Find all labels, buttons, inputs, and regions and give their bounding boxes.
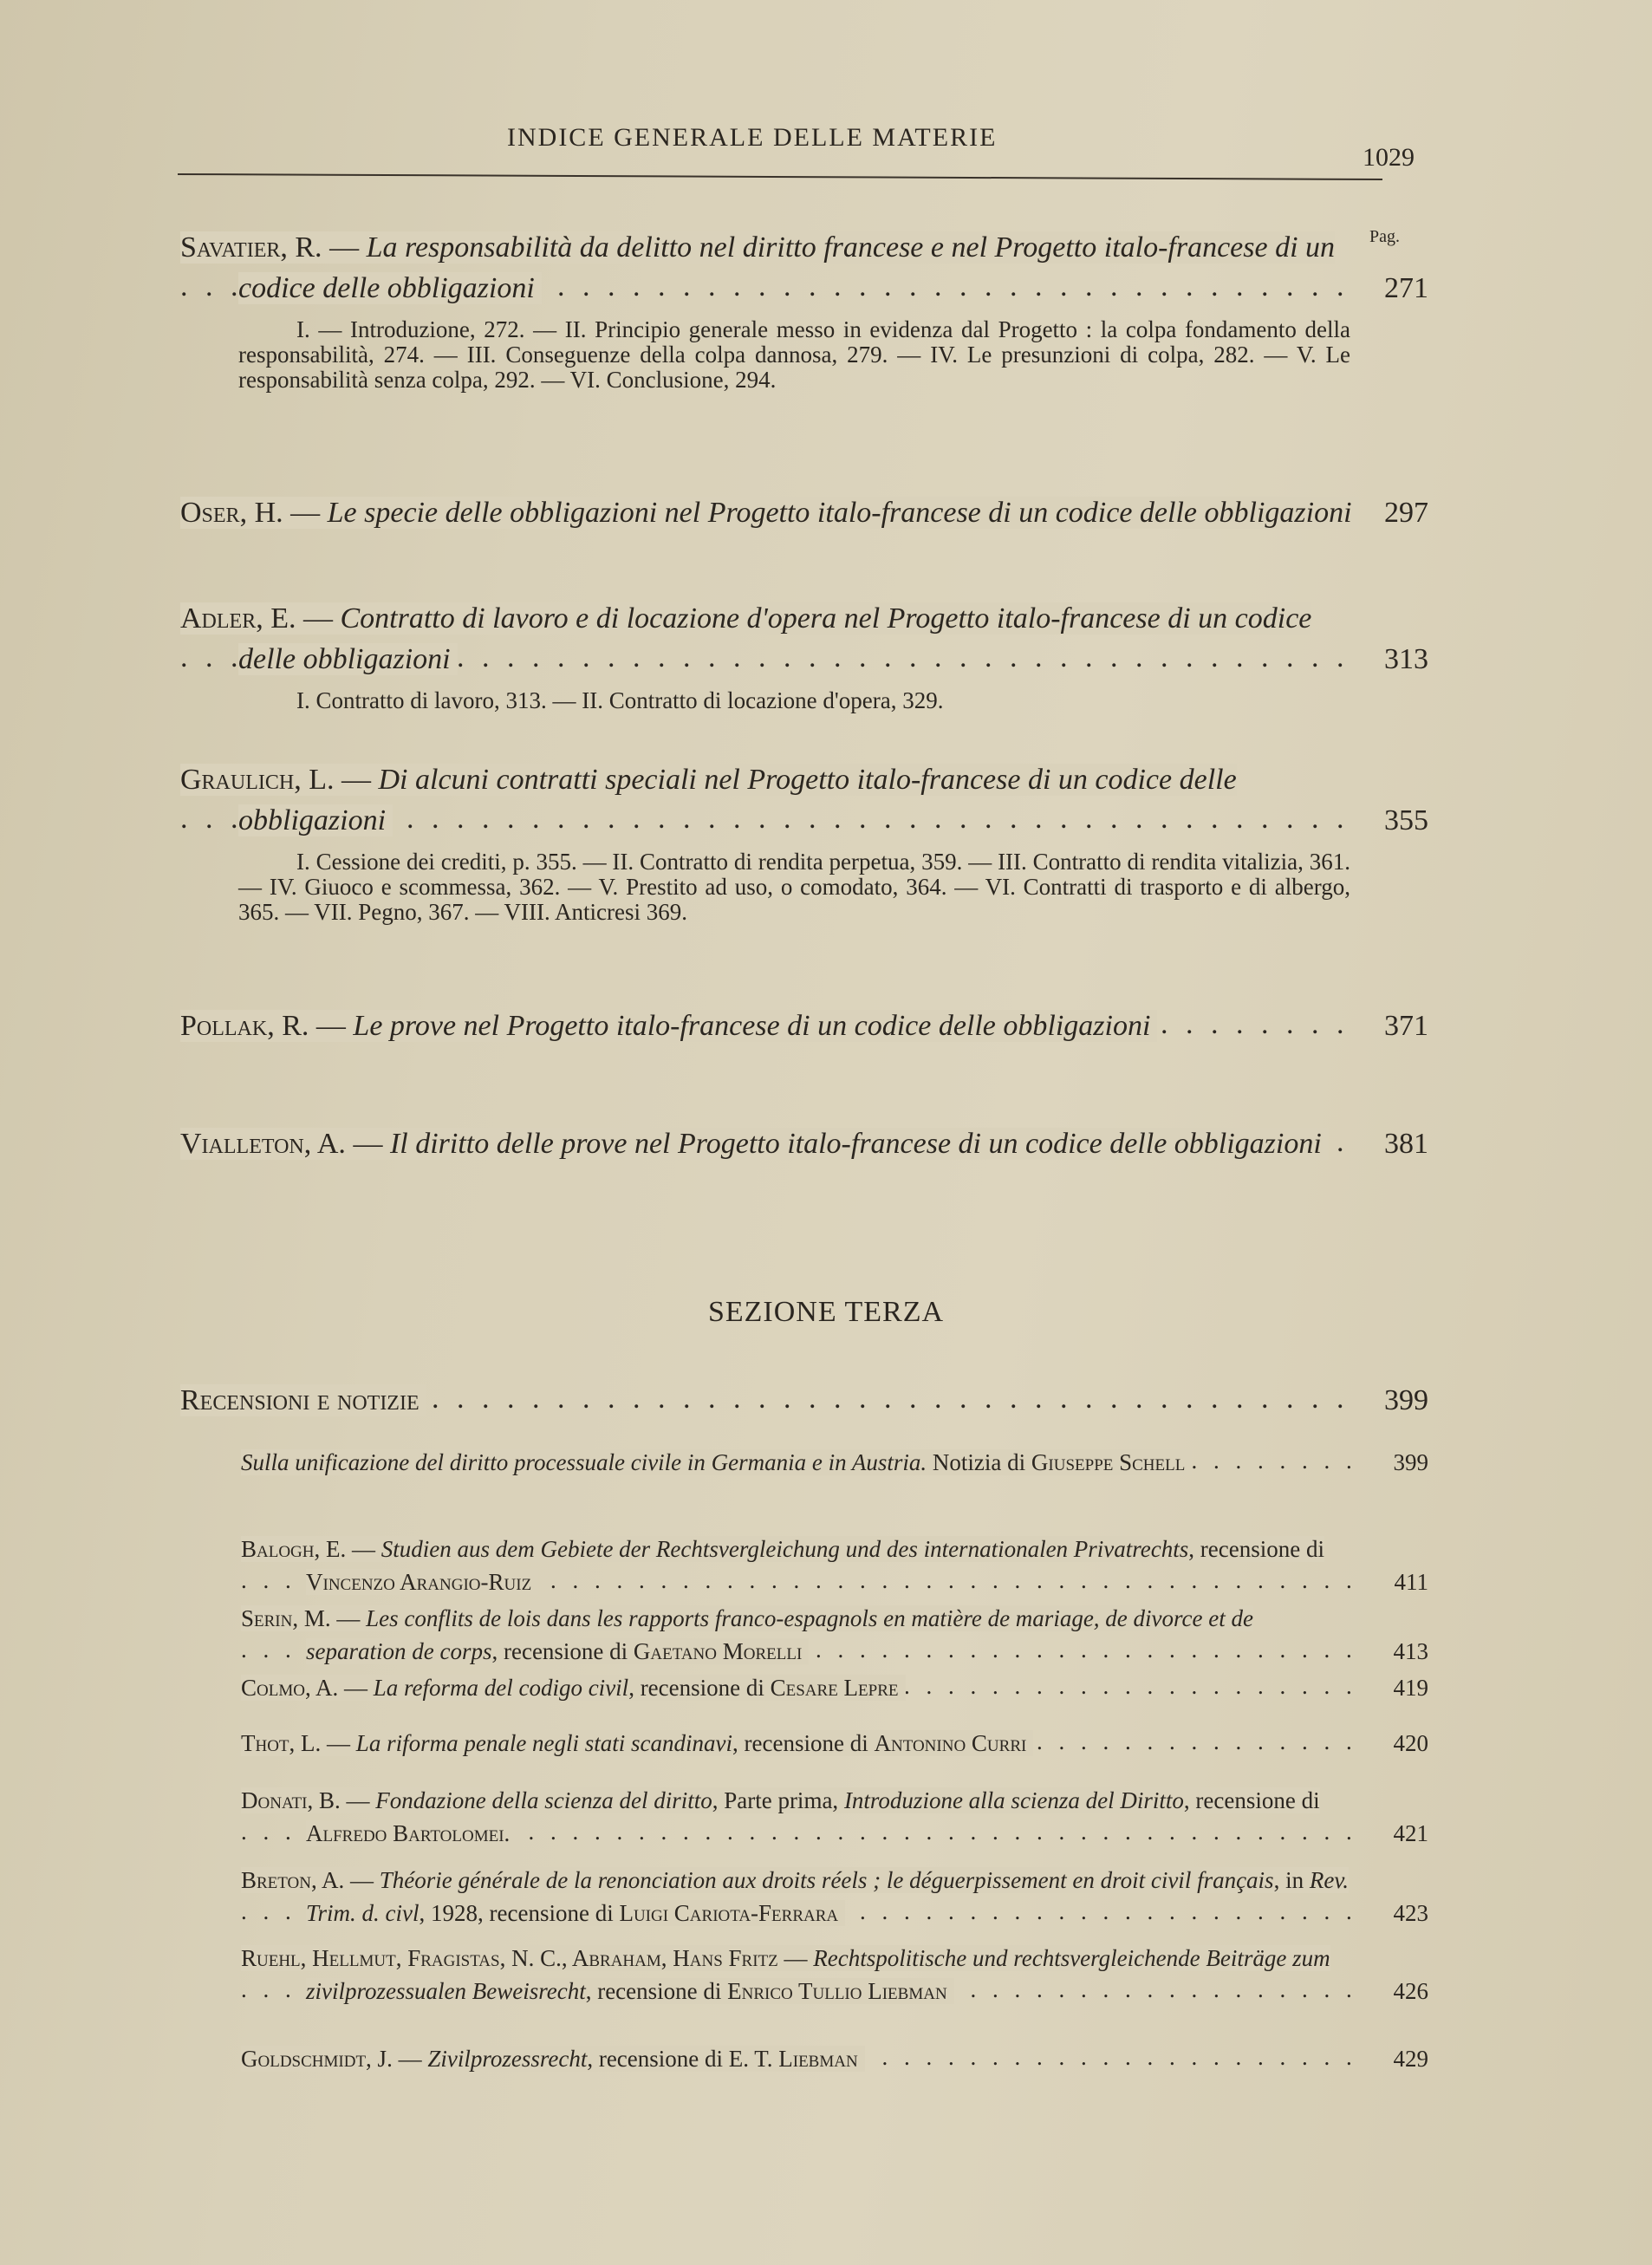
review-text: Giuseppe Schell — [1031, 1449, 1186, 1475]
review-text: Vincenzo Arangio-Ruiz — [306, 1569, 532, 1595]
page-number: 1029 — [1363, 143, 1415, 172]
entry-title: La responsabilità da delitto nel diritto francese e nel Progetto italo-francese di un codice delle obbligazioni — [238, 231, 1336, 304]
pag-label: Pag. — [1369, 227, 1400, 246]
review-page: 420 — [1393, 1730, 1428, 1756]
entry-contents: I. — Introduzione, 272. — II. Principio generale messo in evidenza dal Progetto : la colpa fondamento della responsabilità, 274. — III. Conseguenze della colpa dannosa, 279. — IV. Le presunzioni di colpa, 282. — V. Le responsabilità senza colpa, 292. — VI. Conclusione, 294. — [238, 316, 1350, 393]
entry-page: 381 — [1384, 1128, 1428, 1160]
recensioni-label: Recensioni e notizie — [180, 1384, 426, 1416]
review-text: Théorie générale de la renonciation aux droits réels ; le déguerpissement en droit civil français — [379, 1867, 1274, 1893]
entry-page: 313 — [1384, 643, 1428, 675]
review-entry — [241, 1533, 1428, 1598]
review-text: , recensione di — [585, 1978, 728, 2004]
review-text: Thot, L. — — [241, 1730, 356, 1756]
entry-contents: I. Cessione dei crediti, p. 355. — II. Contratto di rendita perpetua, 359. — III. Contratto di rendita vitalizia, 361. — IV. Giuoco e scommessa, 362. — V. Prestito ad uso, o comodato, 364. — VI. Contratti di trasporto e di albergo, 365. — VII. Pegno, 367. — VIII. Anticresi 369. — [238, 849, 1350, 925]
review-text: Donati, B. — — [241, 1787, 376, 1813]
review-text: Enrico Tullio Liebman — [727, 1978, 947, 2004]
review-text: Serin, M. — — [241, 1605, 367, 1631]
review-text: , recensione di — [732, 1730, 875, 1756]
review-text: Cesare Lepre — [770, 1675, 899, 1701]
review-text: Studien aus dem Gebiete der Rechtsvergleichung und des internationalen Privatrechts — [380, 1536, 1189, 1562]
review-text: , in — [1273, 1867, 1310, 1893]
review-text: , Parte prima, — [712, 1787, 844, 1813]
entry-author: Savatier, R. — [180, 231, 322, 264]
review-text: , recensione di — [587, 2046, 729, 2072]
review-text: Notizia di — [927, 1449, 1031, 1475]
recensioni-page: 399 — [1384, 1384, 1428, 1416]
review-text: , recensione di — [1188, 1536, 1324, 1562]
review-text: Sulla unificazione del diritto processuale civile in Germania e in Austria. — [241, 1449, 927, 1475]
review-text: Les conflits de lois dans les rapports franco-espagnols en matière de mariage, de divorce et de separation de corps — [306, 1605, 1253, 1664]
index-entry: Adler, E. — Contratto di lavoro e di locazione d'opera nel Progetto italo-francese di un codice delle obbligazioni 313 . . . I. Contratto di lavoro, 313. — II. Contratto di locazione d'opera, 329. — [180, 598, 1428, 713]
entry-page: 297 — [1384, 497, 1428, 529]
review-page: 429 — [1393, 2046, 1428, 2072]
review-page: 419 — [1393, 1675, 1428, 1701]
running-header: INDICE GENERALE DELLE MATERIE — [507, 123, 998, 152]
index-entry: Savatier, R. — La responsabilità da delitto nel diritto francese e nel Progetto italo-francese di un codice delle obbligazioni 271 . . . I. — Introduzione, 272. — II. Principio generale messo in evidenza dal Progetto : la colpa fondamento della responsabilità, 274. — III. Conseguenze della colpa dannosa, 279. — IV. Le presunzioni di colpa, 282. — V. Le responsabilità senza colpa, 292. — VI. Conclusione, 294. — [180, 227, 1428, 393]
review-text: , recensione di — [1183, 1787, 1320, 1813]
review-text: E. T. Liebman — [728, 2046, 858, 2072]
review-text: , recensione di — [628, 1675, 771, 1701]
entry-author: Graulich, L. — [180, 764, 335, 796]
index-entry: Pollak, R. — Le prove nel Progetto italo-francese di un codice delle obbligazioni 371 . . . — [180, 1006, 1428, 1046]
review-text: Luigi Cariota-Ferrara — [619, 1900, 839, 1926]
review-page: 426 — [1393, 1978, 1428, 2004]
review-entry — [241, 2042, 1428, 2075]
review-text: Fondazione della scienza del diritto — [375, 1787, 712, 1813]
review-text: Rev. Trim. d. civl — [306, 1867, 1350, 1926]
review-page: 411 — [1394, 1569, 1428, 1595]
review-text: La reforma del codigo civil — [373, 1675, 629, 1701]
index-entry: Vialleton, A. — Il diritto delle prove nel Progetto italo-francese di un codice delle obbligazioni 381 . . . — [180, 1123, 1428, 1164]
review-text: Colmo, A. — — [241, 1675, 374, 1701]
review-text: Goldschmidt, J. — — [241, 2046, 428, 2072]
review-entry — [241, 1864, 1428, 1930]
review-page: 399 — [1393, 1449, 1428, 1475]
entry-page: 355 — [1384, 804, 1428, 836]
review-text: , recensione di — [491, 1638, 634, 1664]
review-text: Breton, A. — — [241, 1867, 380, 1893]
review-text: Rechtspolitische und rechtsvergleichende Beiträge zum zivilprozessualen Beweisrecht — [306, 1945, 1330, 2004]
entry-author: Pollak, R. — [180, 1010, 309, 1042]
entry-title: Le specie delle obbligazioni nel Progetto italo-francese di un codice delle obbligazioni — [327, 497, 1352, 529]
entry-page: 271 — [1384, 272, 1428, 304]
section-title: SEZIONE TERZA — [707, 1296, 945, 1328]
entry-author: Vialleton, A. — [180, 1128, 346, 1160]
review-text: Alfredo Bartolomei. — [306, 1820, 511, 1846]
review-text: Ruehl, Hellmut, Fragistas, N. C., Abraham, Hans Fritz — — [241, 1945, 814, 1971]
entry-title: Le prove nel Progetto italo-francese di un codice delle obbligazioni — [353, 1010, 1151, 1042]
header-rule — [178, 173, 1382, 180]
review-page: 423 — [1393, 1900, 1428, 1926]
entry-title: Contratto di lavoro e di locazione d'opera nel Progetto italo-francese di un codice delle obbligazioni — [238, 602, 1312, 675]
review-text: Antonino Curri — [874, 1730, 1027, 1756]
review-text: , 1928, recensione di — [419, 1900, 620, 1926]
review-text: Gaetano Morelli — [633, 1638, 803, 1664]
review-text: Zivilprozessrecht — [427, 2046, 588, 2072]
review-page: 421 — [1393, 1820, 1428, 1846]
entry-author: Oser, H. — [180, 497, 283, 529]
entry-author: Adler, E. — [180, 602, 296, 635]
entry-title: Il diritto delle prove nel Progetto italo-francese di un codice delle obbligazioni — [389, 1128, 1322, 1160]
review-entry — [241, 1784, 1428, 1850]
review-entry — [241, 1727, 1428, 1760]
index-entry: Graulich, L. — Di alcuni contratti speciali nel Progetto italo-francese di un codice delle obbligazioni 355 . . . I. Cessione dei crediti, p. 355. — II. Contratto di rendita perpetua, 359. — III. Contratto di rendita vitalizia, 361. — IV. Giuoco e scommessa, 362. — V. Prestito ad uso, o comodato, 364. — VI. Contratti di trasporto e di albergo, 365. — VII. Pegno, 367. — VIII. Anticresi 369. — [180, 759, 1428, 925]
review-entry — [241, 1942, 1428, 2008]
review-page: 413 — [1393, 1638, 1428, 1664]
entry-title: Di alcuni contratti speciali nel Progetto italo-francese di un codice delle obbligazioni — [238, 764, 1237, 836]
entry-contents: I. Contratto di lavoro, 313. — II. Contratto di locazione d'opera, 329. — [296, 687, 944, 713]
recensioni-heading — [180, 1380, 1428, 1421]
review-entry — [241, 1602, 1428, 1668]
entry-page: 371 — [1384, 1010, 1428, 1042]
review-text: Balogh, E. — — [241, 1536, 381, 1562]
review-entry — [241, 1446, 1428, 1479]
index-entry: Oser, H. — Le specie delle obbligazioni nel Progetto italo-francese di un codice delle obbligazioni 297 . . . — [180, 492, 1428, 533]
review-text: La riforma penale negli stati scandinavi — [355, 1730, 733, 1756]
review-entry — [241, 1671, 1428, 1704]
review-text: Introduzione alla scienza del Diritto — [843, 1787, 1184, 1813]
